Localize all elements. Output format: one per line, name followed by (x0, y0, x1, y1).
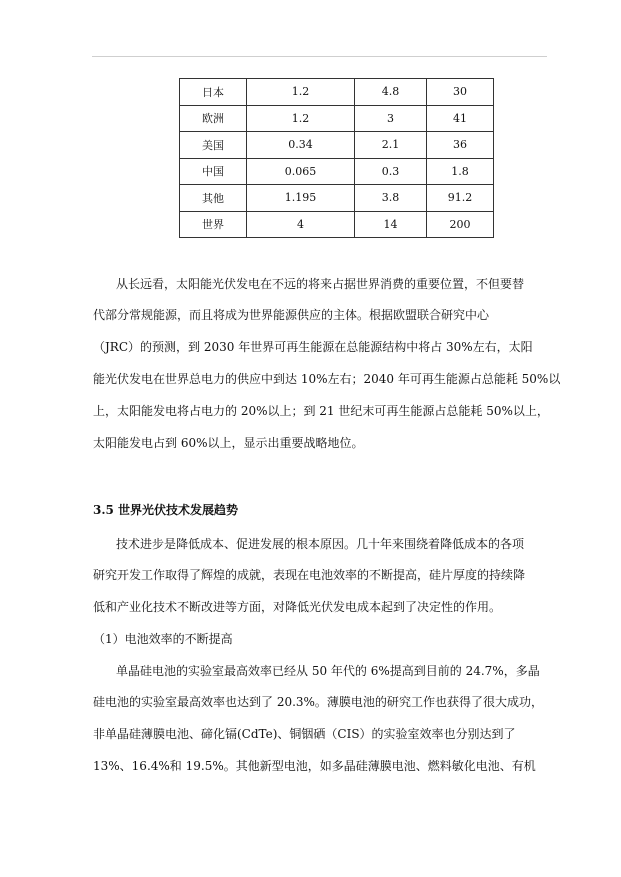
table-row (180, 79, 494, 106)
paragraph-line: 技术进步是降低成本、促进发展的根本原因。几十年来围绕着降低成本的各项 (116, 537, 525, 551)
table-row (180, 105, 494, 132)
paragraph-line: 低和产业化技术不断改进等方面，对降低光伏发电成本起到了决定性的作用。 (93, 600, 502, 614)
table-cell: 3 (355, 105, 427, 132)
table-cell: 4 (247, 211, 355, 238)
table-cell: 3.8 (355, 185, 427, 212)
table-row (180, 185, 494, 212)
table-cell: 其他 (180, 185, 247, 212)
table-cell: 14 (355, 211, 427, 238)
paragraph-line: 能光伏发电在世界总电力的供应中到达 10%左右；2040 年可再生能源占总能耗 50%以 (93, 372, 561, 386)
paragraph-line: 硅电池的实验室最高效率也达到了 20.3%。薄膜电池的研究工作也获得了很大成功， (93, 695, 543, 709)
header-rule (92, 56, 547, 57)
table-cell: 0.34 (247, 132, 355, 159)
table-cell: 1.2 (247, 79, 355, 106)
paragraph-line: 研究开发工作取得了辉煌的成就，表现在电池效率的不断提高，硅片厚度的持续降 (93, 568, 526, 582)
table-cell: 欧洲 (180, 105, 247, 132)
paragraph-line: 单晶硅电池的实验室最高效率已经从 50 年代的 6%提高到目前的 24.7%，多晶 (116, 664, 540, 678)
paragraph-line: 从长远看，太阳能光伏发电在不远的将来占据世界消费的重要位置，不但要替 (116, 277, 525, 291)
table-cell: 4.8 (355, 79, 427, 106)
section-heading: 3.5 世界光伏技术发展趋势 (93, 503, 239, 517)
table-cell: 0.065 (247, 158, 355, 185)
table-cell: 世界 (180, 211, 247, 238)
table-row (180, 132, 494, 159)
paragraph-line: 上，太阳能发电将占电力的 20%以上；到 21 世纪末可再生能源占总能耗 50%以上， (93, 404, 549, 418)
subheading: （1）电池效率的不断提高 (93, 632, 233, 646)
table-cell: 1.2 (247, 105, 355, 132)
table-cell: 0.3 (355, 158, 427, 185)
table-cell: 200 (427, 211, 494, 238)
paragraph-line: 代部分常规能源，而且将成为世界能源供应的主体。根据欧盟联合研究中心 (93, 308, 490, 322)
paragraph-line: （JRC）的预测，到 2030 年世界可再生能源在总能源结构中将占 30%左右，太阳 (93, 340, 533, 354)
table-cell: 中国 (180, 158, 247, 185)
table-cell: 美国 (180, 132, 247, 159)
data-table (179, 78, 494, 238)
table-cell: 41 (427, 105, 494, 132)
paragraph-line: 非单晶硅薄膜电池、碲化镉(CdTe)、铜铟硒（CIS）的实验室效率也分别达到了 (93, 727, 516, 741)
paragraph-line: 13%、16.4%和 19.5%。其他新型电池，如多晶硅薄膜电池、燃料敏化电池、有机 (93, 759, 536, 773)
table-cell: 日本 (180, 79, 247, 106)
table-cell: 2.1 (355, 132, 427, 159)
table-row (180, 211, 494, 238)
table-cell: 36 (427, 132, 494, 159)
table-cell: 91.2 (427, 185, 494, 212)
table-cell: 1.195 (247, 185, 355, 212)
paragraph-line: 太阳能发电占到 60%以上，显示出重要战略地位。 (93, 436, 364, 450)
table-cell: 30 (427, 79, 494, 106)
table-cell: 1.8 (427, 158, 494, 185)
table-row (180, 158, 494, 185)
